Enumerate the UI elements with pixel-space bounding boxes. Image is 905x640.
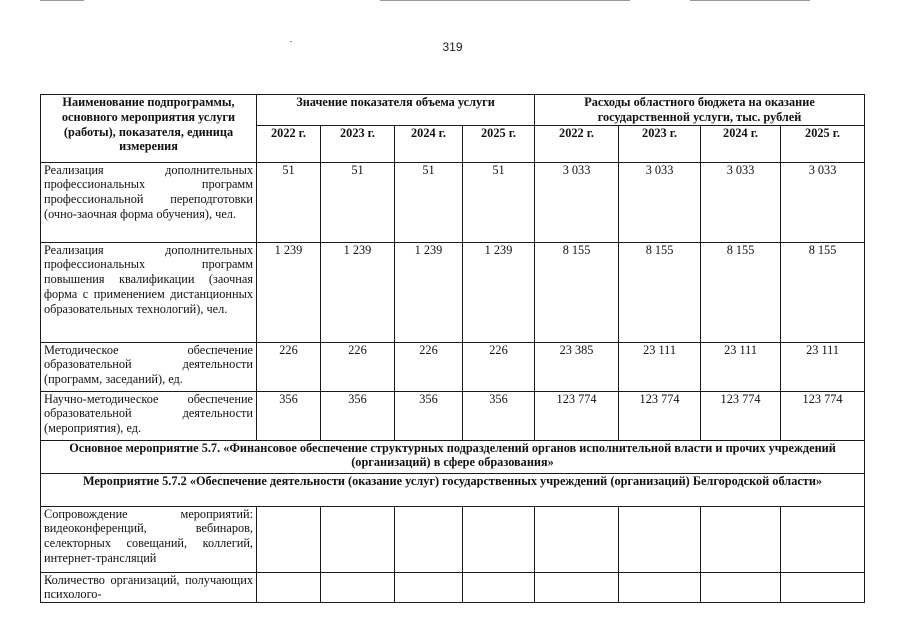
budget-cell: 23 385 xyxy=(535,342,619,391)
row-label: Методическое обеспечение образовательной деятельности (программ, заседаний), ед. xyxy=(41,342,257,391)
main-activity-heading: Основное мероприятие 5.7. «Финансовое обеспечение структурных подразделений органов исполнительной власти и прочих учреждений (организаций) в сфере образования» xyxy=(41,440,865,473)
budget-cell: 8 155 xyxy=(535,242,619,342)
empty-cell xyxy=(463,506,535,572)
empty-cell xyxy=(619,572,701,603)
empty-cell xyxy=(535,572,619,603)
volume-cell: 51 xyxy=(463,162,535,242)
empty-cell xyxy=(257,506,321,572)
volume-cell: 51 xyxy=(321,162,395,242)
header-budget-year: 2024 г. xyxy=(701,125,781,162)
header-volume-year: 2025 г. xyxy=(463,125,535,162)
header-row-1 xyxy=(41,95,865,126)
header-volume-group: Значение показателя объема услуги xyxy=(257,95,535,126)
table-row xyxy=(41,506,865,572)
empty-cell xyxy=(257,572,321,603)
row-label: Реализация дополнительных профессиональных программ повышения квалификации (заочная форма с применением дистанционных образовательных технологий), чел. xyxy=(41,242,257,342)
volume-cell: 226 xyxy=(257,342,321,391)
table-row xyxy=(41,342,865,391)
header-volume-year: 2023 г. xyxy=(321,125,395,162)
empty-cell xyxy=(395,506,463,572)
budget-cell: 3 033 xyxy=(701,162,781,242)
empty-cell xyxy=(701,572,781,603)
budget-cell: 8 155 xyxy=(701,242,781,342)
table-row xyxy=(41,162,865,242)
header-budget-year: 2023 г. xyxy=(619,125,701,162)
budget-table xyxy=(40,94,865,603)
scan-speck xyxy=(290,41,292,42)
empty-cell xyxy=(321,506,395,572)
header-volume-year: 2024 г. xyxy=(395,125,463,162)
row-label: Количество организаций, получающих психолого- xyxy=(41,572,257,603)
section-row xyxy=(41,440,865,473)
top-edge-line-mid xyxy=(380,0,630,1)
empty-cell xyxy=(619,506,701,572)
table-row xyxy=(41,391,865,440)
budget-cell: 8 155 xyxy=(781,242,865,342)
empty-cell xyxy=(535,506,619,572)
page-number: 319 xyxy=(442,40,463,54)
table-row xyxy=(41,572,865,603)
budget-cell: 23 111 xyxy=(781,342,865,391)
empty-cell xyxy=(781,572,865,603)
empty-cell xyxy=(321,572,395,603)
top-edge-line-left xyxy=(40,0,84,1)
budget-cell: 23 111 xyxy=(619,342,701,391)
volume-cell: 226 xyxy=(321,342,395,391)
volume-cell: 356 xyxy=(463,391,535,440)
volume-cell: 226 xyxy=(463,342,535,391)
row-label: Научно-методическое обеспечение образовательной деятельности (мероприятия), ед. xyxy=(41,391,257,440)
volume-cell: 51 xyxy=(395,162,463,242)
budget-cell: 8 155 xyxy=(619,242,701,342)
volume-cell: 1 239 xyxy=(463,242,535,342)
volume-cell: 51 xyxy=(257,162,321,242)
volume-cell: 1 239 xyxy=(321,242,395,342)
empty-cell xyxy=(395,572,463,603)
budget-cell: 123 774 xyxy=(781,391,865,440)
volume-cell: 356 xyxy=(257,391,321,440)
budget-cell: 123 774 xyxy=(701,391,781,440)
volume-cell: 1 239 xyxy=(395,242,463,342)
budget-cell: 3 033 xyxy=(781,162,865,242)
budget-cell: 123 774 xyxy=(535,391,619,440)
section-row xyxy=(41,473,865,506)
top-edge-line-right xyxy=(690,0,810,1)
row-label: Реализация дополнительных профессиональных программ профессиональной переподготовки (очно-заочная форма обучения), чел. xyxy=(41,162,257,242)
empty-cell xyxy=(463,572,535,603)
empty-cell xyxy=(781,506,865,572)
budget-cell: 23 111 xyxy=(701,342,781,391)
empty-cell xyxy=(701,506,781,572)
row-label: Сопровождение мероприятий: видеоконференций, вебинаров, селекторных совещаний, коллегий, интернет-трансляций xyxy=(41,506,257,572)
budget-cell: 3 033 xyxy=(535,162,619,242)
sub-activity-heading: Мероприятие 5.7.2 «Обеспечение деятельности (оказание услуг) государственных учреждений (организаций) Белгородской области» xyxy=(41,473,865,506)
header-budget-year: 2025 г. xyxy=(781,125,865,162)
budget-cell: 3 033 xyxy=(619,162,701,242)
volume-cell: 1 239 xyxy=(257,242,321,342)
budget-cell: 123 774 xyxy=(619,391,701,440)
header-budget-year: 2022 г. xyxy=(535,125,619,162)
table-row xyxy=(41,242,865,342)
header-name-column: Наименование подпрограммы, основного мероприятия услуги (работы), показателя, единица измерения xyxy=(41,95,257,163)
volume-cell: 356 xyxy=(321,391,395,440)
volume-cell: 226 xyxy=(395,342,463,391)
volume-cell: 356 xyxy=(395,391,463,440)
header-volume-year: 2022 г. xyxy=(257,125,321,162)
header-budget-group: Расходы областного бюджета на оказание государственной услуги, тыс. рублей xyxy=(535,95,865,126)
